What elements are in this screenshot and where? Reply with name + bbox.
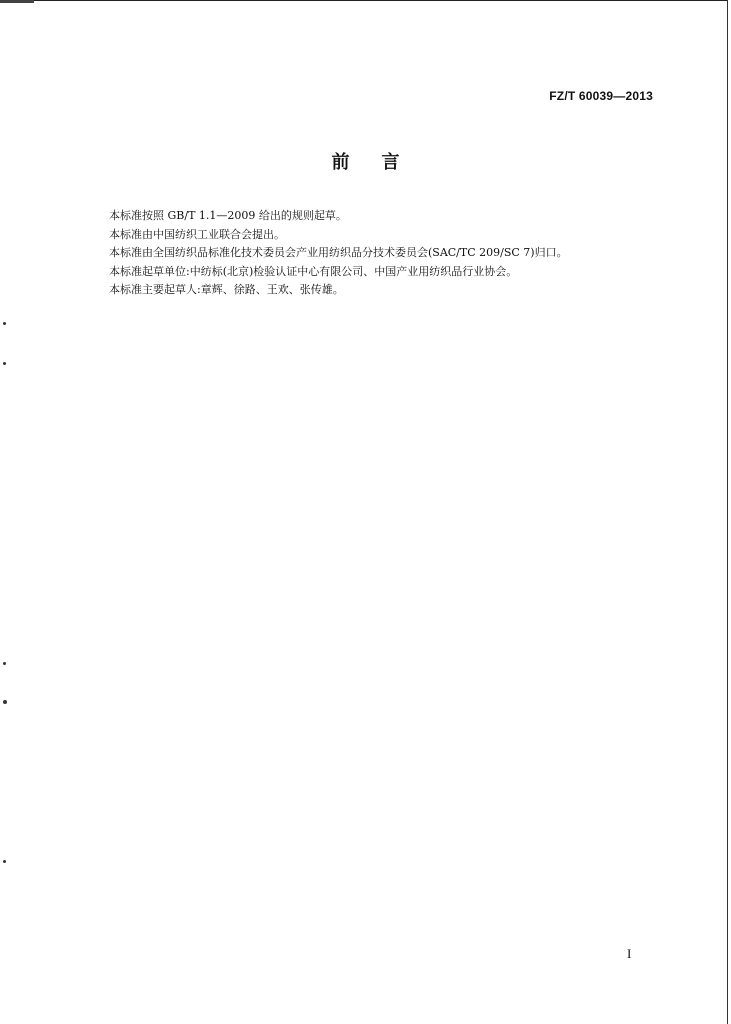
scan-speck bbox=[3, 362, 6, 365]
paragraph-drafting-rules: 本标准按照 GB/T 1.1—2009 给出的规则起草。 bbox=[109, 209, 347, 222]
scan-speck bbox=[3, 662, 6, 665]
page-number: I bbox=[627, 946, 632, 961]
top-border-line bbox=[0, 0, 727, 1]
top-left-mark bbox=[0, 0, 34, 3]
paragraph-committee: 本标准由全国纺织品标准化技术委员会产业用纺织品分技术委员会(SAC/TC 209/SC 7)归口。 bbox=[109, 246, 568, 259]
foreword-body bbox=[109, 207, 689, 300]
scan-speck bbox=[3, 322, 6, 325]
scan-speck bbox=[3, 860, 6, 863]
standard-code: FZ/T 60039—2013 bbox=[549, 89, 653, 103]
paragraph-drafting-units: 本标准起草单位:中纺标(北京)检验认证中心有限公司、中国产业用纺织品行业协会。 bbox=[109, 264, 518, 278]
page-title: 前言 bbox=[331, 152, 432, 173]
paragraph-drafters: 本标准主要起草人:章辉、徐路、王欢、张传雄。 bbox=[109, 283, 344, 296]
paragraph-proposer: 本标准由中国纺织工业联合会提出。 bbox=[109, 227, 285, 241]
scan-speck bbox=[3, 700, 7, 704]
